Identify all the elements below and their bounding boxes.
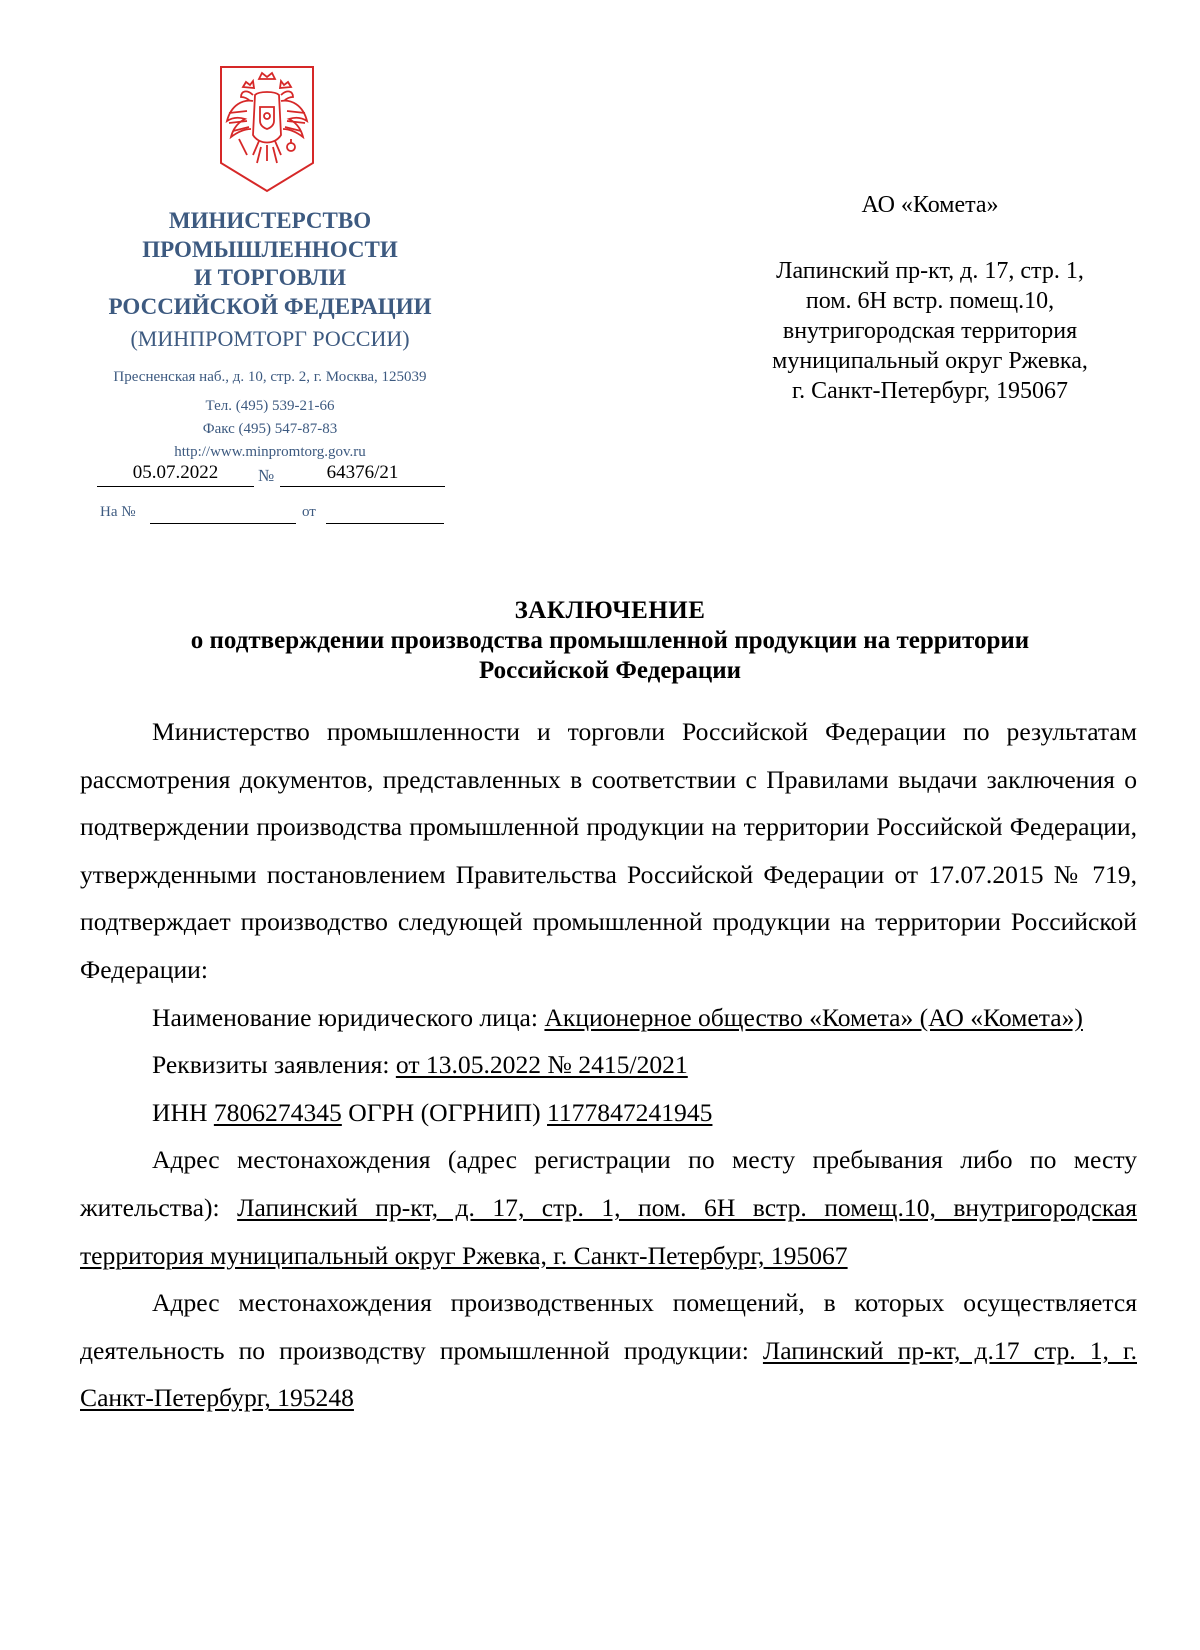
location-value: Лапинский пр-кт, д. 17, стр. 1, пом. 6Н встр. помещ.10, внутригородская территория муниципальный округ Ржевка, г. Санкт-Петербург, 195067 bbox=[80, 1192, 1137, 1270]
reply-to-label: На № bbox=[100, 504, 136, 520]
title-line: о подтверждении производства промышленной продукции на территории bbox=[190, 627, 1030, 654]
document-body bbox=[80, 708, 1137, 1422]
reply-from-line bbox=[326, 523, 444, 524]
application-paragraph bbox=[80, 1041, 1137, 1089]
inn-value: 7806274345 bbox=[213, 1097, 342, 1127]
inn-label: ИНН bbox=[152, 1097, 214, 1127]
inn-ogrn-paragraph bbox=[80, 1089, 1137, 1137]
legal-name-paragraph bbox=[80, 994, 1137, 1042]
ministry-contacts bbox=[60, 366, 480, 464]
coat-of-arms-icon bbox=[217, 65, 317, 193]
ministry-address: Пресненская наб., д. 10, стр. 2, г. Москва, 125039 bbox=[113, 369, 427, 385]
recipient-address-line: Лапинский пр-кт, д. 17, стр. 1, bbox=[776, 258, 1084, 284]
ministry-fax: Факс (495) 547-87-83 bbox=[202, 421, 338, 437]
ministry-website: http://www.minpromtorg.gov.ru bbox=[174, 444, 366, 460]
recipient-name: АО «Комета» bbox=[861, 192, 999, 218]
title-line: ЗАКЛЮЧЕНИЕ bbox=[514, 597, 706, 624]
legal-name-label: Наименование юридического лица: bbox=[152, 1002, 545, 1032]
recipient-address-line: внутригородская территория bbox=[782, 318, 1078, 344]
registration-number-label: № bbox=[258, 466, 275, 485]
recipient-address-line: муниципальный округ Ржевка, bbox=[772, 348, 1088, 374]
production-value: Лапинский пр-кт, д.17 стр. 1, г. Санкт-Петербург, 195248 bbox=[80, 1335, 1137, 1413]
reply-to-line bbox=[150, 523, 296, 524]
document-title bbox=[60, 596, 1160, 686]
registration-date: 05.07.2022 bbox=[97, 462, 254, 487]
ministry-name-line: ПРОМЫШЛЕННОСТИ bbox=[142, 236, 398, 262]
ministry-name-line: И ТОРГОВЛИ bbox=[193, 265, 347, 290]
recipient-address-line: г. Санкт-Петербург, 195067 bbox=[791, 378, 1069, 404]
production-paragraph bbox=[80, 1279, 1137, 1422]
location-paragraph bbox=[80, 1136, 1137, 1279]
application-label: Реквизиты заявления: bbox=[152, 1050, 396, 1080]
ministry-name-line: РОССИЙСКОЙ ФЕДЕРАЦИИ bbox=[108, 293, 432, 319]
ogrn-label: ОГРН (ОГРНИП) bbox=[341, 1097, 548, 1127]
recipient-address bbox=[720, 256, 1140, 406]
reply-from-label: от bbox=[302, 504, 316, 520]
title-line: Российской Федерации bbox=[478, 657, 742, 684]
legal-name-value: Акционерное общество «Комета» (АО «Комета») bbox=[544, 1002, 1083, 1032]
application-value: от 13.05.2022 № 2415/2021 bbox=[395, 1050, 688, 1080]
intro-paragraph: Министерство промышленности и торговли Российской Федерации по результатам рассмотрения документов, представленных в соответствии с Правилами выдачи заключения о подтверждении производства промышленной продукции на территории Российской Федерации, утвержденными постановлением Правительства Российской Федерации от 17.07.2015 № 719, подтверждает производство следующей промышленной продукции на территории Российской Федерации: bbox=[80, 717, 1137, 984]
ministry-name bbox=[60, 207, 480, 321]
ogrn-value: 1177847241945 bbox=[547, 1097, 713, 1127]
ministry-name-line: МИНИСТЕРСТВО bbox=[168, 208, 372, 233]
production-label: Адрес местонахождения производственных помещений, в которых осуществляется деятельность по производству промышленной продукции: bbox=[80, 1288, 1137, 1365]
location-label: Адрес местонахождения (адрес регистрации по месту пребывания либо по месту жительства): bbox=[80, 1145, 1137, 1222]
ministry-abbreviation: (МИНПРОМТОРГ РОССИИ) bbox=[130, 326, 410, 351]
registration-number: 64376/21 bbox=[280, 462, 445, 487]
ministry-phone: Тел. (495) 539-21-66 bbox=[205, 398, 335, 414]
recipient-address-line: пом. 6Н встр. помещ.10, bbox=[805, 288, 1055, 314]
